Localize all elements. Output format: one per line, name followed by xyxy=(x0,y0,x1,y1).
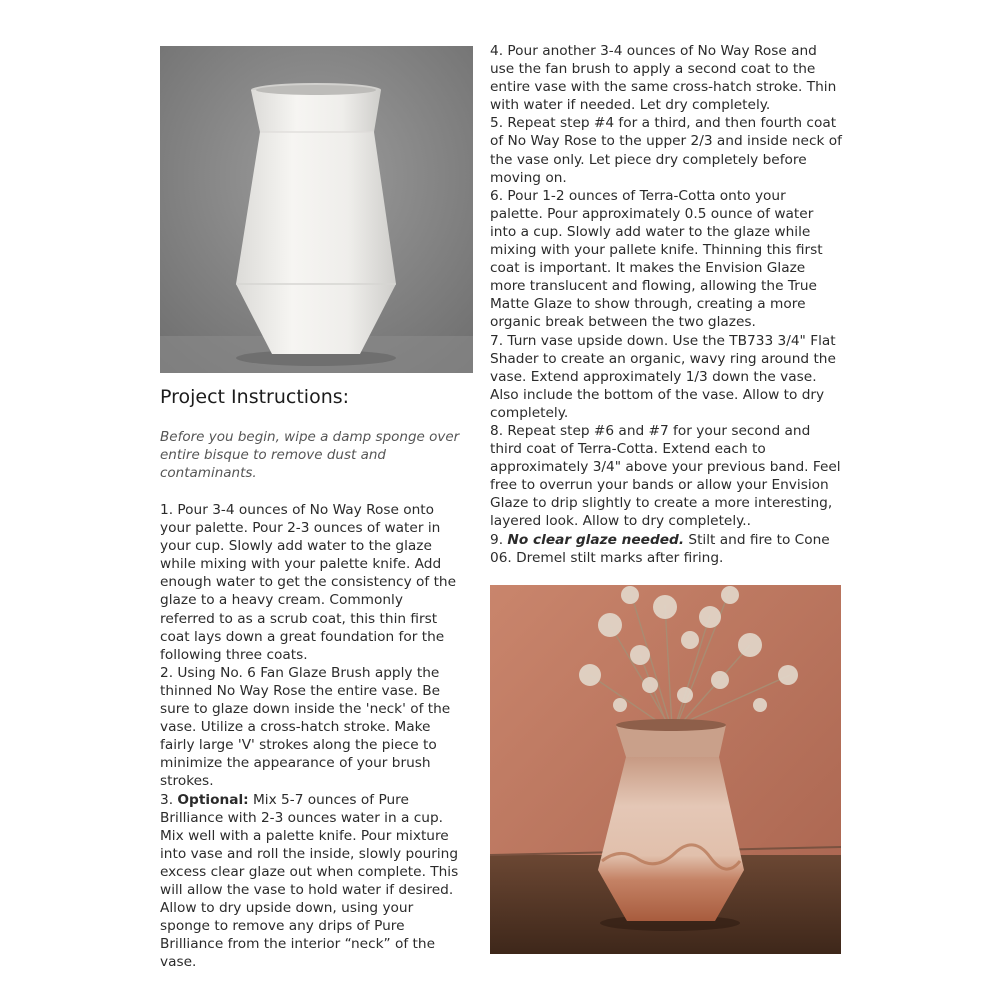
finished-vase-photo xyxy=(490,585,841,954)
step-3: 3. Optional: Mix 5-7 ounces of Pure Brilliance with 2-3 ounces water in a cup. Mix well with a palette knife. Pour mixture into vase and roll the inside, slowly pouring excess clear glaze out when complete. This will allow the vase to hold water if desired. Allow to dry upside down, using your sponge to remove any drips of Pure Brilliance from the interior “neck” of the vase. xyxy=(160,791,459,971)
step-8: 8. Repeat step #6 and #7 for your second and third coat of Terra-Cotta. Extend each to approximately 3/4" above your previous band. Feel free to overrun your bands or allow your Envision Glaze to drip slightly to create a more interesting, layered look. Allow to dry completely.. xyxy=(490,422,841,530)
step-2: 2. Using No. 6 Fan Glaze Brush apply the thinned No Way Rose the entire vase. Be sure to glaze down inside the 'neck' of the vase. Utilize a cross-hatch stroke. Make fairly large 'V' strokes along the piece to minimize the appearance of your brush strokes. xyxy=(160,664,451,790)
step-4: 4. Pour another 3-4 ounces of No Way Rose and use the fan brush to apply a second coat to the entire vase with the same cross-hatch stroke. Thin with water if needed. Let dry completely. xyxy=(490,43,837,114)
instructions-left-column xyxy=(160,501,462,971)
step-9: 9. No clear glaze needed. Stilt and fire to Cone 06. Dremel stilt marks after firing. xyxy=(490,531,830,566)
instructions-right-column xyxy=(490,42,842,567)
intro-note: Before you begin, wipe a damp sponge over entire bisque to remove dust and contaminants. xyxy=(160,429,460,481)
step-6: 6. Pour 1-2 ounces of Terra-Cotta onto your palette. Pour approximately 0.5 ounce of water into a cup. Slowly add water to the glaze while mixing with your pallete knife. Thinning this first coat is important. It makes the Envision Glaze more translucent and flowing, allowing the True Matte Glaze to show through, creating a more organic break between the two glazes. xyxy=(490,187,823,331)
step-1: 1. Pour 3-4 ounces of No Way Rose onto your palette. Pour 2-3 ounces of water in your cup. Slowly add water to the glaze while mixing with your palette knife. Add enough water to get the consistency of the glaze to a heavy cream. Commonly referred to as a scrub coat, this thin first coat lays down a great foundation for the following three coats. xyxy=(160,502,457,663)
step-3-optional-label: Optional: xyxy=(177,791,249,808)
page-title: Project Instructions: xyxy=(160,386,350,408)
step-7: 7. Turn vase upside down. Use the TB733 3/4" Flat Shader to create an organic, wavy ring around the vase. Extend approximately 1/3 down the vase. Also include the bottom of the vase. Allow to dry completely. xyxy=(490,332,836,421)
step-9-note: No clear glaze needed. xyxy=(507,531,685,548)
step-5: 5. Repeat step #4 for a third, and then fourth coat of No Way Rose to the upper 2/3 and inside neck of the vase only. Let piece dry completely before moving on. xyxy=(490,115,842,186)
bisque-vase-photo xyxy=(160,46,473,373)
